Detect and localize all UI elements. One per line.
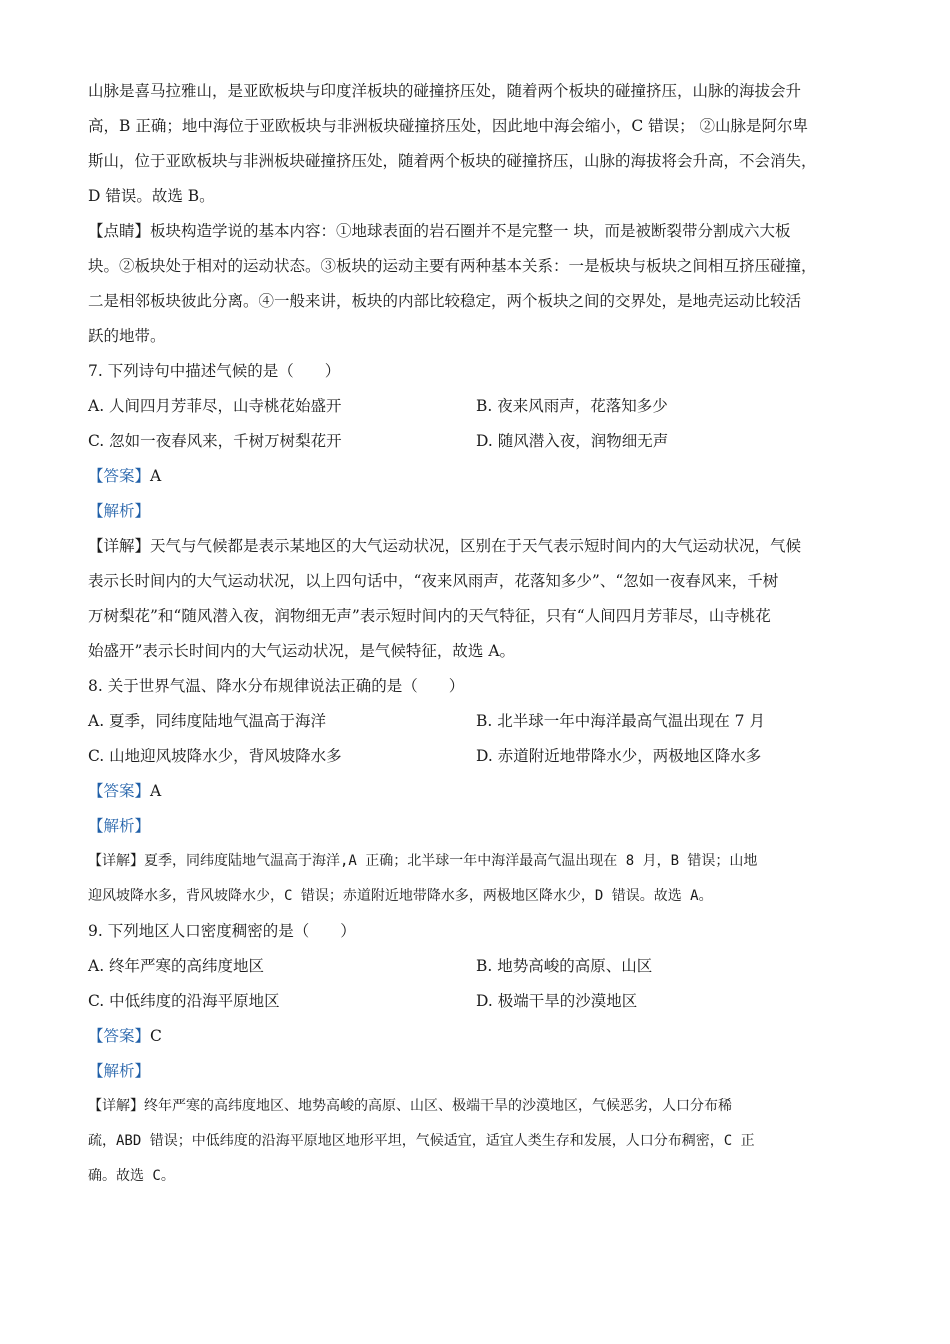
text-line: D 错误。故选 B。 xyxy=(88,187,215,205)
analysis-line xyxy=(88,809,864,844)
answer-label: 【答案】 xyxy=(88,1027,151,1045)
option-a: A. 人间四月芳菲尽，山寺桃花始盛开 xyxy=(88,397,342,415)
detail-text: 天气与气候都是表示某地区的大气运动状况，区别在于天气表示短时间内的大气运动状况，气候 xyxy=(150,537,802,555)
options-row xyxy=(88,424,864,459)
intro-paragraph xyxy=(88,74,864,214)
detail-label: 【详解】 xyxy=(88,1098,144,1114)
detail-line xyxy=(88,1089,864,1124)
analysis-label: 【解析】 xyxy=(88,1062,151,1080)
options-row xyxy=(88,949,864,984)
text-line: 表示长时间内的大气运动状况，以上四句话中，“夜来风雨声，花落知多少”、“忽如一夜春风来，千树 xyxy=(88,572,779,590)
detail-line xyxy=(88,529,864,564)
dianjing-paragraph xyxy=(88,214,864,354)
option-b: B. 夜来风雨声，花落知多少 xyxy=(476,397,668,415)
options-row xyxy=(88,739,864,774)
detail-label: 【详解】 xyxy=(88,853,144,869)
question-8 xyxy=(88,669,864,914)
option-d: D. 赤道附近地带降水少，两极地区降水多 xyxy=(476,747,762,765)
detail-line xyxy=(88,844,864,879)
dianjing-text: 板块构造学说的基本内容：①地球表面的岩石圈并不是完整一 块，而是被断裂带分割成六大板 xyxy=(150,222,791,240)
detail-label: 【详解】 xyxy=(88,537,151,555)
answer-label: 【答案】 xyxy=(88,782,151,800)
text-line: 斯山，位于亚欧板块与非洲板块碰撞挤压处，随着两个板块的碰撞挤压，山脉的海拔将会升高，不会消失， xyxy=(88,152,817,170)
answer-value: C xyxy=(150,1027,162,1045)
detail-text: 终年严寒的高纬度地区、地势高峻的高原、山区、极端干旱的沙漠地区，气候恶劣，人口分布稀 xyxy=(144,1098,732,1114)
option-a: A. 终年严寒的高纬度地区 xyxy=(88,957,265,975)
text-line: 始盛开”表示长时间内的大气运动状况，是气候特征，故选 A。 xyxy=(88,642,516,660)
options-row xyxy=(88,704,864,739)
option-b: B. 地势高峻的高原、山区 xyxy=(476,957,653,975)
document-page xyxy=(88,74,864,1194)
answer-label: 【答案】 xyxy=(88,467,151,485)
question-9 xyxy=(88,914,864,1194)
answer-value: A xyxy=(150,782,162,800)
answer-value: A xyxy=(150,467,162,485)
option-b: B. 北半球一年中海洋最高气温出现在 7 月 xyxy=(476,712,765,730)
text-line: 万树梨花”和“随风潜入夜，润物细无声”表示短时间内的天气特征，只有“人间四月芳菲尽，山寺桃花 xyxy=(88,607,771,625)
option-c: C. 山地迎风坡降水少，背风坡降水多 xyxy=(88,747,342,765)
text-line: 迎风坡降水多，背风坡降水少，C 错误；赤道附近地带降水多，两极地区降水少，D 错误。故选 A。 xyxy=(88,888,713,904)
text-line: 高，B 正确；地中海位于亚欧板块与非洲板块碰撞挤压处，因此地中海会缩小，C 错误； ②山脉是阿尔卑 xyxy=(88,117,809,135)
question-stem: 7. 下列诗句中描述气候的是（ ） xyxy=(88,362,341,380)
question-stem: 8. 关于世界气温、降水分布规律说法正确的是（ ） xyxy=(88,677,465,695)
detail-text: 夏季，同纬度陆地气温高于海洋,A 正确；北半球一年中海洋最高气温出现在 8 月，B 错误；山地 xyxy=(144,853,758,869)
analysis-label: 【解析】 xyxy=(88,502,151,520)
analysis-label: 【解析】 xyxy=(88,817,151,835)
analysis-line xyxy=(88,494,864,529)
answer-line xyxy=(88,774,864,809)
option-c: C. 中低纬度的沿海平原地区 xyxy=(88,992,280,1010)
text-line: 疏，ABD 错误；中低纬度的沿海平原地区地形平坦，气候适宜，适宜人类生存和发展，人口分布稠密，C 正 xyxy=(88,1133,755,1149)
answer-line xyxy=(88,1019,864,1054)
option-d: D. 极端干旱的沙漠地区 xyxy=(476,992,638,1010)
text-line: 二是相邻板块彼此分离。④一般来讲，板块的内部比较稳定，两个板块之间的交界处，是地壳运动比较活 xyxy=(88,292,802,310)
text-line: 跃的地带。 xyxy=(88,327,166,345)
option-a: A. 夏季，同纬度陆地气温高于海洋 xyxy=(88,712,327,730)
text-line: 确。故选 C。 xyxy=(88,1168,175,1184)
answer-line xyxy=(88,459,864,494)
options-row xyxy=(88,984,864,1019)
text-line xyxy=(88,214,864,249)
question-stem: 9. 下列地区人口密度稠密的是（ ） xyxy=(88,922,356,940)
dianjing-label: 【点睛】 xyxy=(88,222,151,240)
question-7 xyxy=(88,354,864,669)
text-line: 块。②板块处于相对的运动状态。③板块的运动主要有两种基本关系：一是板块与板块之间相互挤压碰撞， xyxy=(88,257,817,275)
option-c: C. 忽如一夜春风来，千树万树梨花开 xyxy=(88,432,342,450)
analysis-line xyxy=(88,1054,864,1089)
text-line: 山脉是喜马拉雅山，是亚欧板块与印度洋板块的碰撞挤压处，随着两个板块的碰撞挤压，山脉的海拔会升 xyxy=(88,82,802,100)
option-d: D. 随风潜入夜，润物细无声 xyxy=(476,432,669,450)
options-row xyxy=(88,389,864,424)
